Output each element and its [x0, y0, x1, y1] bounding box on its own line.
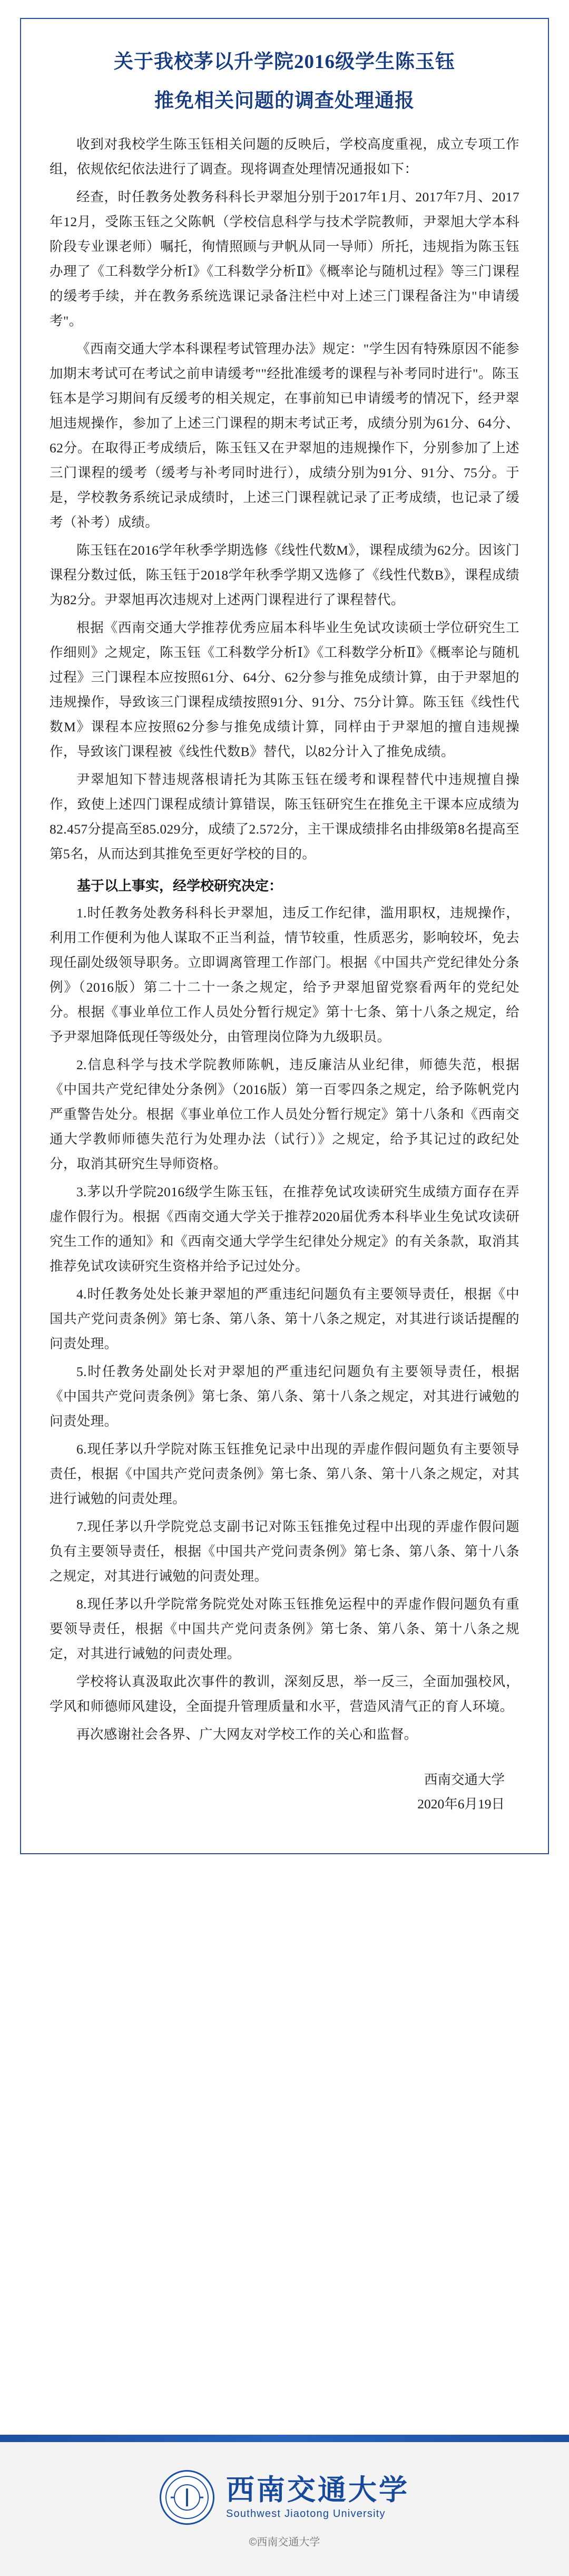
notice-body [50, 132, 519, 1747]
paragraph: 陈玉钰在2016学年秋季学期选修《线性代数M》，课程成绩为62分。因该门课程分数过低，陈玉钰于2018学年秋季学期又选修了《线性代数B》，课程成绩为82分。尹翠旭再次违规对上述两门课程进行了课程替代。 [50, 543, 519, 607]
decisions-heading: 基于以上事实，经学校研究决定： [77, 878, 283, 894]
page-title-line-1: 关于我校茅以升学院2016级学生陈玉钰 [114, 51, 455, 73]
footer-content [0, 2442, 569, 2576]
university-name-cn: 西南交通大学 [226, 2474, 409, 2506]
footer-credit: ©西南交通大学 [249, 2536, 320, 2548]
decision-item: 1.时任教务处教务科科长尹翠旭，违反工作纪律，滥用职权，违规操作，利用工作便利为他人谋取不正当利益，情节较重，性质恶劣，影响较坏，免去现任副处级领导职务。立即调离管理工作部门。根据《中国共产党纪律处分条例》（2016版）第二十二十一条之规定，给予尹翠旭留党察看两年的党纪处分。根据《事业单位工作人员处分暂行规定》第十七条、第十八条之规定，给予尹翠旭降低现任等级处分，由管理岗位降为九级职员。 [50, 905, 519, 1044]
decision-item: 5.时任教务处副处长对尹翠旭的严重违纪问题负有主要领导责任，根据《中国共产党问责条例》第七条、第八条、第十八条之规定，对其进行诫勉的问责处理。 [50, 1364, 519, 1429]
seal-core-shape [174, 2484, 200, 2511]
paragraph: 经查，时任教务处教务科科长尹翠旭分别于2017年1月、2017年7月、2017年12月，受陈玉钰之父陈帆（学校信息科学与技术学院教师，尹翠旭大学本科阶段专业课老师）嘱托，徇情照顾与尹帆从同一导师）所托，违规指为陈玉钰办理了《工科数学分析Ⅰ》《工科数学分析Ⅱ》《概率论与随机过程》等三门课程的缓考手续，并在教务系统选课记录备注栏中对上述三门课程备注为"申请缓考"。 [50, 189, 519, 328]
paragraph: 收到对我校学生陈玉钰相关问题的反映后，学校高度重视，成立专项工作组，依规依纪依法进行了调查。现将调查处理情况通报如下： [50, 137, 519, 177]
signature-block [50, 1768, 519, 1816]
closing-paragraph: 学校将认真汲取此次事件的教训，深刻反思，举一反三，全面加强校风，学风和师德师风建设，全面提升管理质量和水平，营造风清气正的育人环境。 [50, 1674, 519, 1714]
university-wordmark [226, 2474, 409, 2521]
page-footer [0, 2435, 569, 2576]
page-title-line-2: 推免相关问题的调查处理通报 [154, 90, 415, 112]
signer-name: 西南交通大学 [424, 1772, 505, 1787]
paragraph: 《西南交通大学本科课程考试管理办法》规定："学生因有特殊原因不能参加期末考试可在考试之前申请缓考""经批准缓考的课程与补考同时进行"。陈玉钰本是学习期间有反缓考的相关规定，在事前知已申请缓考的情况下，经尹翠旭违规操作，参加了上述三门课程的期末考试正考，成绩分别为61分、64分、62分。在取得正考成绩后，陈玉钰又在尹翠旭的违规操作下，分别参加了上述三门课程的缓考（缓考与补考同时进行），成绩分别为91分、91分、75分。于是，学校教务系统记录成绩时，上述三门课程就记录了正考成绩，也记录了缓考（补考）成绩。 [50, 341, 519, 530]
closing-paragraph: 再次感谢社会各界、广大网友对学校工作的关心和监督。 [76, 1727, 418, 1742]
decision-item: 6.现任茅以升学院对陈玉钰推免记录中出现的弄虚作假问题负有主要领导责任，根据《中国共产党问责条例》第七条、第八条、第十八条之规定，对其进行诫勉的问责处理。 [50, 1441, 519, 1506]
decision-item: 4.时任教务处处长兼尹翠旭的严重违纪问题负有主要领导责任，根据《中国共产党问责条例》第七条、第八条、第十八条之规定，对其进行谈话提醒的问责处理。 [50, 1286, 519, 1351]
university-logo [160, 2470, 409, 2525]
decision-item: 3.茅以升学院2016级学生陈玉钰，在推荐免试攻读研究生成绩方面存在弄虚作假行为。根据《西南交通大学关于推荐2020届优秀本科毕业生免试攻读研究生工作的通知》和《西南交通大学学生纪律处分规定》的有关条款，取消其推荐免试攻读研究生资格并给予记过处分。 [50, 1184, 519, 1274]
decision-item: 7.现任茅以升学院党总支副书记对陈玉钰推免过程中出现的弄虚作假问题负有主要领导责任，根据《中国共产党问责条例》第七条、第八条、第十八条之规定，对其进行诫勉的问责处理。 [50, 1519, 519, 1584]
paragraph: 尹翠旭知下替违规落根请托为其陈玉钰在缓考和课程替代中违规擅自操作，致使上述四门课程成绩计算错误，陈玉钰研究生在推免主干课本应成绩为82.457分提高至85.029分，成绩了2.572分，主干课成绩排名由排级第8名提高至第5名，从而达到其推免至更好学校的目的。 [50, 772, 519, 861]
notice-frame [20, 18, 549, 1854]
decision-item: 8.现任茅以升学院常务院党处对陈玉钰推免运程中的弄虚作假问题负有重要领导责任，根据《中国共产党问责条例》第七条、第八条、第十八条之规定，对其进行诫勉的问责处理。 [50, 1596, 519, 1661]
university-seal-icon [160, 2470, 214, 2525]
footer-accent-bar [0, 2435, 569, 2442]
signature-date: 2020年6月19日 [417, 1796, 505, 1812]
paragraph: 根据《西南交通大学推荐优秀应届本科毕业生免试攻读硕士学位研究生工作细则》之规定，陈玉钰《工科数学分析Ⅰ》《工科数学分析Ⅱ》《概率论与随机过程》三门课程本应按照61分、64分、62分参与推免成绩计算，由于尹翠旭的违规操作，导致该三门课程成绩按照91分、91分、75分计算。陈玉钰《线性代数M》课程本应按照62分参与推免成绩计算，同样由于尹翠旭的擅自违规操作，导致该门课程被《线性代数B》替代，以82分计入了推免成绩。 [50, 620, 519, 759]
decision-item: 2.信息科学与技术学院教师陈帆，违反廉洁从业纪律，师德失范，根据《中国共产党纪律处分条例》（2016版）第一百零四条之规定，给予陈帆党内严重警告处分。根据《事业单位工作人员处分暂行规定》第十八条和《西南交通大学教师师德失范行为处理办法（试行）》之规定，给予其记过的政纪处分，取消其研究生导师资格。 [50, 1057, 519, 1171]
university-name-en: Southwest Jiaotong University [226, 2507, 386, 2520]
